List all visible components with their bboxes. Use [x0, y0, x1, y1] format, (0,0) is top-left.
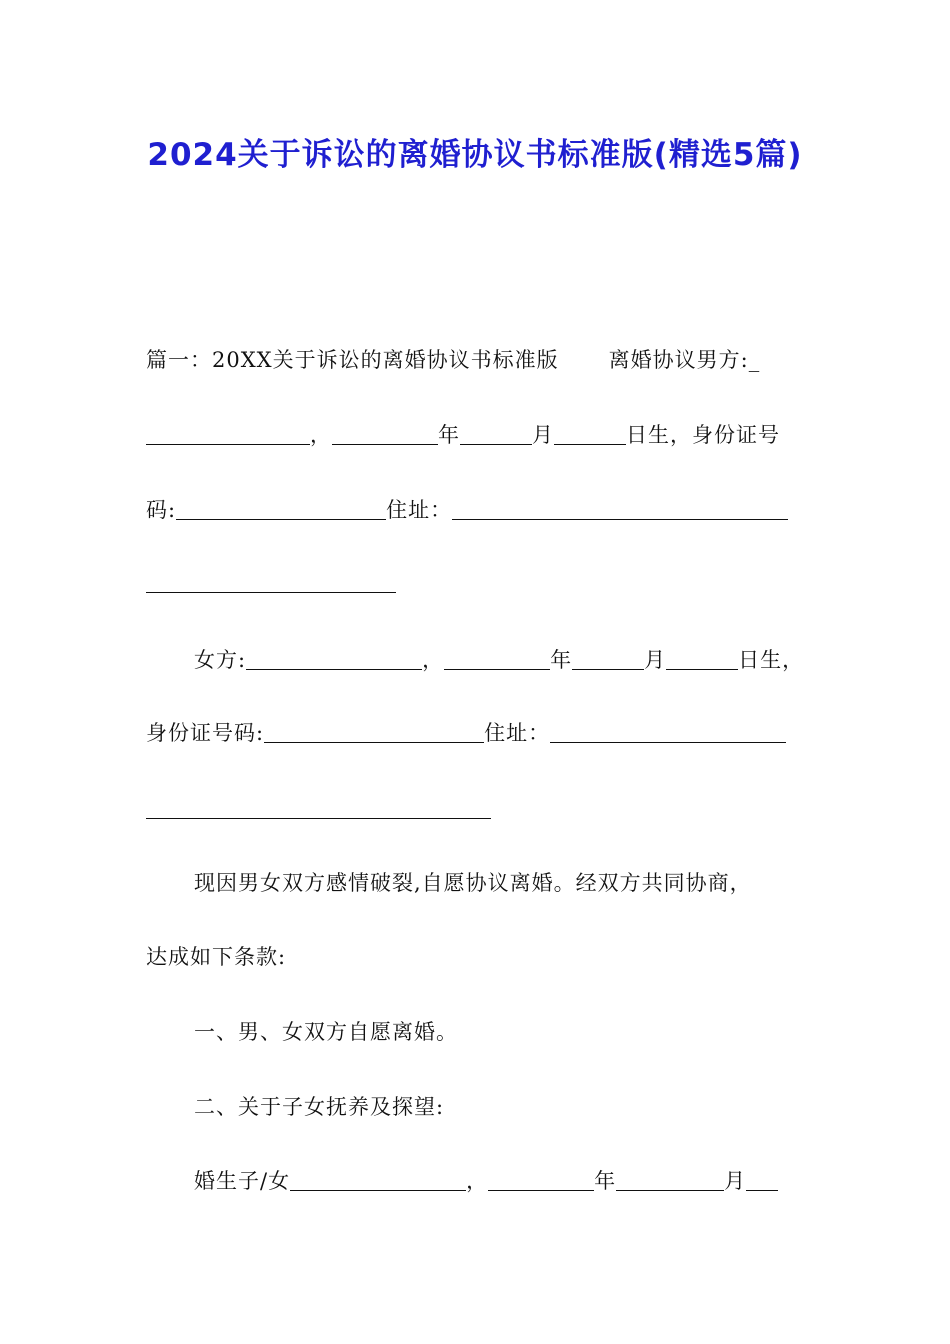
- child-year-blank: [488, 1168, 594, 1191]
- id-number-label: 身份证号码:: [146, 721, 265, 745]
- comma: ，: [310, 423, 332, 447]
- year-label: 年: [594, 1169, 617, 1193]
- month-label: 月: [644, 648, 667, 672]
- child-label: 婚生子/女: [194, 1169, 291, 1193]
- birth-month-blank: [572, 647, 644, 670]
- female-id-line: [146, 718, 810, 748]
- paragraph-1: [146, 345, 810, 375]
- male-name-blank: [146, 422, 310, 445]
- clause-2: 二、关于子女抚养及探望:: [194, 1095, 445, 1119]
- section-heading: 篇一：20XX关于诉讼的离婚协议书标准版: [146, 348, 559, 372]
- year-label: 年: [550, 648, 573, 672]
- birth-day-blank: [666, 647, 738, 670]
- male-id-line: [146, 495, 810, 525]
- male-birth-line: [146, 420, 810, 450]
- document-title: 2024关于诉讼的离婚协议书标准版(精选5篇): [147, 137, 803, 173]
- female-birth-line: [146, 645, 810, 675]
- month-label: 月: [724, 1169, 747, 1193]
- birth-year-blank: [444, 647, 550, 670]
- child-name-blank: [290, 1168, 466, 1191]
- child-line: [146, 1166, 810, 1196]
- female-id-blank: [264, 720, 484, 743]
- female-name-blank: [246, 647, 422, 670]
- birth-month-blank: [460, 422, 532, 445]
- male-address-blank: [452, 497, 788, 520]
- female-address-continuation: [146, 818, 491, 819]
- comma: ，: [466, 1169, 489, 1193]
- address-label: 住址：: [386, 498, 453, 522]
- clause-1: 一、男、女双方自愿离婚。: [194, 1020, 458, 1044]
- birth-year-blank: [332, 422, 438, 445]
- paragraph-reason-cont: 达成如下条款:: [146, 945, 287, 969]
- child-month-blank: [616, 1168, 724, 1191]
- id-number-label: 日生，身份证号: [626, 423, 780, 447]
- paragraph-reason: 现因男女双方感情破裂,自愿协议离婚。经双方共同协商，: [194, 871, 752, 895]
- birth-suffix: 日生，: [738, 648, 805, 672]
- female-address-blank: [550, 720, 786, 743]
- birth-day-blank: [554, 422, 626, 445]
- male-party-label: 离婚协议男方:_: [608, 348, 761, 372]
- child-day-blank: [746, 1168, 778, 1191]
- month-label: 月: [532, 423, 554, 447]
- male-address-continuation: [146, 592, 396, 593]
- comma: ，: [422, 648, 445, 672]
- address-label: 住址：: [484, 721, 551, 745]
- id-label-cont: 码:: [146, 498, 177, 522]
- year-label: 年: [438, 423, 460, 447]
- male-id-blank: [176, 497, 386, 520]
- female-party-label: 女方:: [194, 648, 247, 672]
